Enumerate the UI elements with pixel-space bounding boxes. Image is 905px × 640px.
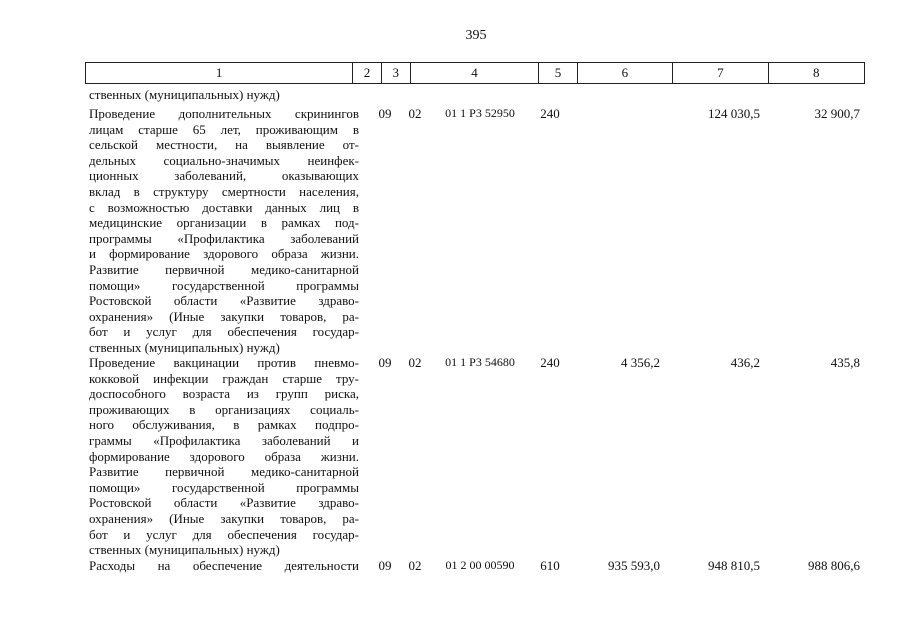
cell-amount-col7: 124 030,5 [708,106,760,121]
cell-section: 09 [378,558,392,573]
desc-line: с возможностью доставки данных лиц в [89,199,359,215]
header-col-3: 3 [382,63,411,83]
header-col-4: 4 [411,63,540,83]
cell-target-code: 01 2 00 00590 [445,558,515,572]
desc-line: ного обслуживания, в рамках подпро- [89,417,359,433]
header-col-1: 1 [86,63,353,83]
desc-line: формирование здорового образа жизни. [89,448,359,464]
desc-line: вклад в структуру смертности населения, [89,183,359,199]
desc-line: проживающих в организациях социаль- [89,401,359,417]
desc-line: Проведение вакцинации против пневмо- [89,355,359,370]
cell-amount-col6: 4 356,2 [621,355,660,370]
row-description [89,558,359,574]
desc-line: сельской местности, на выявление от- [89,137,359,153]
desc-line: медицинские организации в рамках под- [89,215,359,231]
desc-line: Ростовской области «Развитие здраво- [89,495,359,511]
cell-expense-type: 240 [540,106,560,121]
desc-line: ственных (муниципальных) нужд) [89,542,280,558]
header-col-8: 8 [813,65,820,80]
desc-line: Ростовской области «Развитие здраво- [89,293,359,309]
desc-line: охранения» (Иные закупки товаров, ра- [89,308,359,324]
header-col-5: 5 [539,63,577,83]
desc-line: и формирование здорового образа жизни. [89,246,359,262]
cell-target-code: 01 1 P3 54680 [445,355,515,369]
cell-amount-col7: 948 810,5 [708,558,760,573]
desc-line: программы «Профилактика заболеваний [89,230,359,246]
row-description [89,355,359,558]
page-number: 395 [465,28,487,43]
cell-section: 09 [378,106,392,121]
cell-amount-col7: 436,2 [730,355,760,370]
desc-line: лицам старше 65 лет, проживающим в [89,121,359,137]
desc-line: Развитие первичной медико-санитарной [89,261,359,277]
cell-subsection: 02 [408,106,422,121]
desc-line: охранения» (Иные закупки товаров, ра- [89,510,359,526]
cell-target-code: 01 1 P3 52950 [445,106,515,120]
desc-line: ственных (муниципальных) нужд) [89,339,280,355]
cell-amount-col6: 935 593,0 [608,558,660,573]
table-header [85,62,865,84]
header-col-6: 6 [578,63,673,83]
desc-line: дельных социально-значимых неинфек- [89,152,359,168]
cell-amount-col8: 988 806,6 [808,558,860,573]
desc-line: помощи» государственной программы [89,479,359,495]
desc-line: бот и услуг для обеспечения государ- [89,526,359,542]
desc-line: Развитие первичной медико-санитарной [89,464,359,480]
cell-expense-type: 240 [540,355,560,370]
continuation-text [89,87,359,103]
desc-line: кокковой инфекции граждан старше тру- [89,370,359,386]
desc-line: Проведение дополнительных скринингов [89,106,359,121]
desc-line: Расходы на обеспечение деятельности [89,558,359,573]
cell-expense-type: 610 [540,558,560,573]
desc-line: граммы «Профилактика заболеваний и [89,432,359,448]
cell-section: 09 [378,355,392,370]
continuation-line: ственных (муниципальных) нужд) [89,87,280,102]
desc-line: ционных заболеваний, оказывающих [89,168,359,184]
header-col-2: 2 [353,63,382,83]
cell-amount-col8: 32 900,7 [814,106,860,121]
cell-amount-col8: 435,8 [830,355,860,370]
desc-line: доспособного возраста из групп риска, [89,386,359,402]
header-col-7: 7 [673,63,768,83]
desc-line: помощи» государственной программы [89,277,359,293]
cell-subsection: 02 [408,355,422,370]
desc-line: бот и услуг для обеспечения государ- [89,324,359,340]
cell-subsection: 02 [408,558,422,573]
row-description [89,106,359,356]
